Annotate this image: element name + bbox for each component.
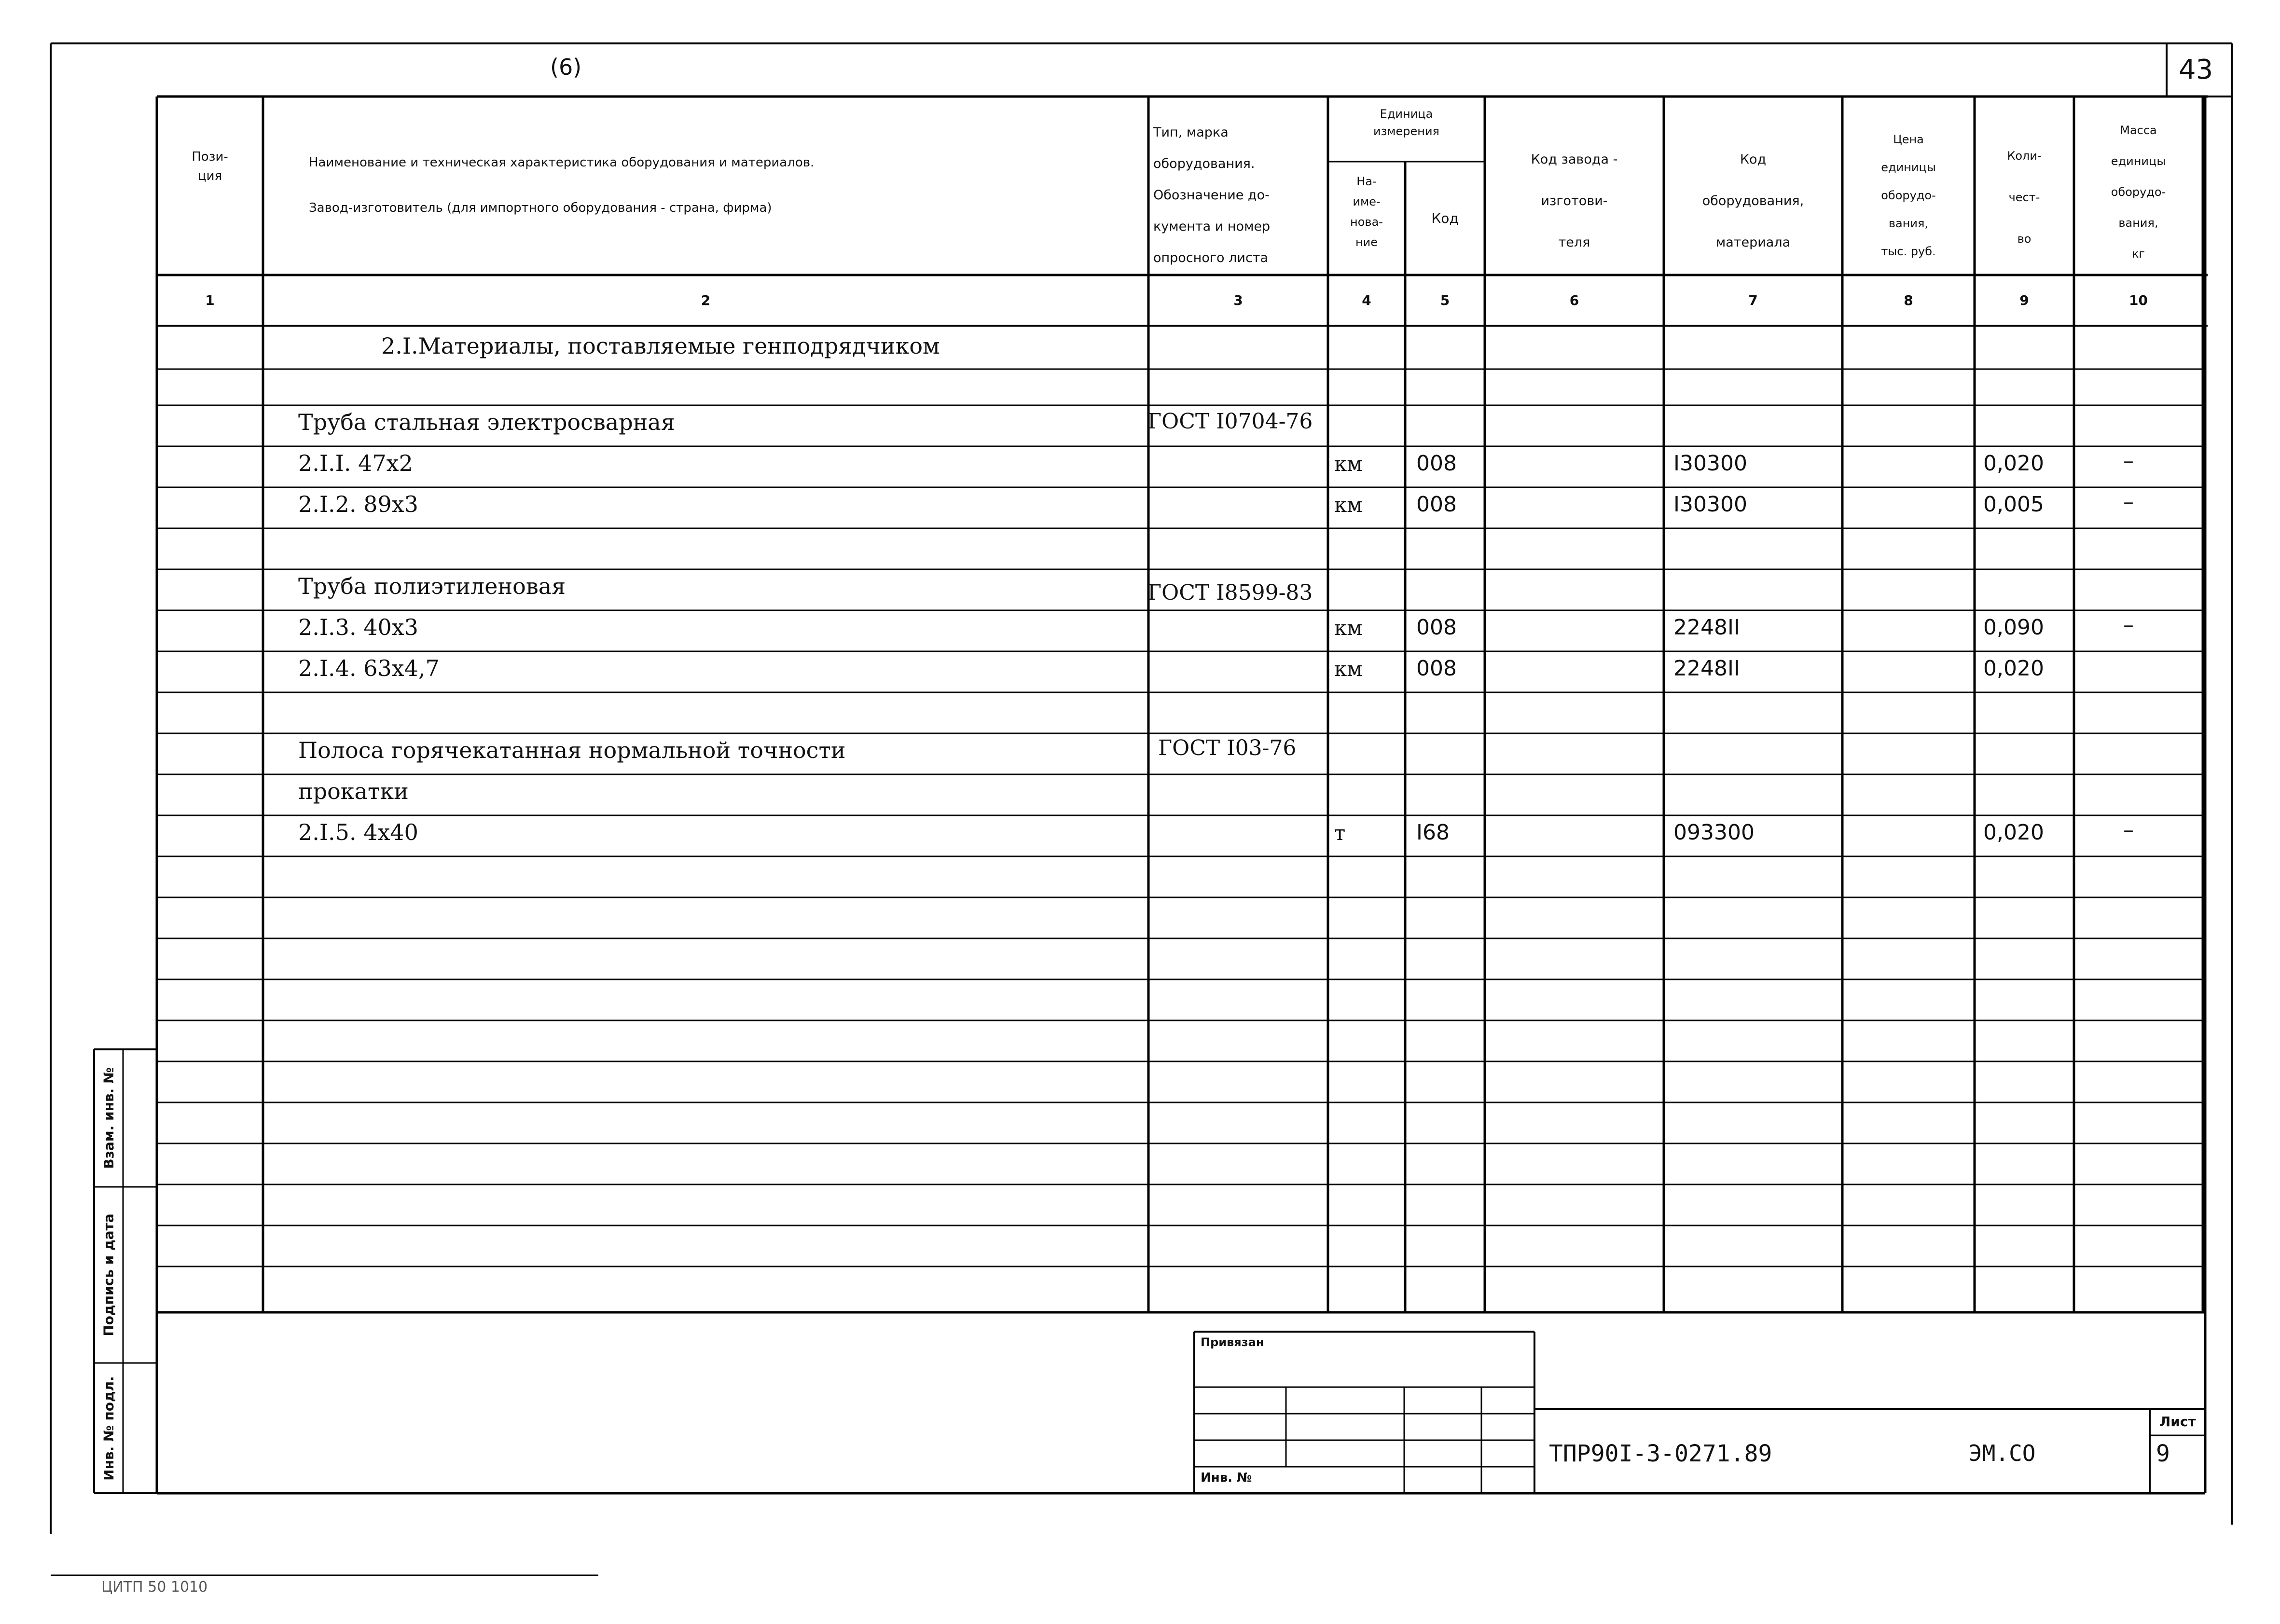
row-doc: ГОСТ I03-76 xyxy=(1158,736,1297,760)
header-type-line-2: оборудования. xyxy=(1153,156,1255,171)
header-maker-line-3: теля xyxy=(1558,235,1590,250)
header-mass-line-4: вания, xyxy=(2118,216,2158,230)
row-material-code: 2248II xyxy=(1673,615,1740,640)
row-unit: км xyxy=(1334,493,1363,517)
header-price-line-3: оборудо- xyxy=(1881,189,1936,202)
side-stamp-label: Подпись и дата xyxy=(100,1213,117,1336)
header-col-price xyxy=(1842,96,1975,275)
header-mass-line-3: оборудо- xyxy=(2111,185,2166,199)
header-material-line-3: материала xyxy=(1715,235,1791,250)
header-mass-line-5: кг xyxy=(2131,247,2145,261)
header-material-line-1: Код xyxy=(1740,152,1767,167)
header-name-line-1: Наименование и техническая характеристика оборудования и материалов. xyxy=(309,155,815,170)
header-units-line-1: Единица xyxy=(1380,107,1433,121)
row-unit-code: I68 xyxy=(1416,820,1450,845)
side-stamp-label: Взам. инв. № xyxy=(100,1067,117,1169)
row-unit: км xyxy=(1334,657,1363,681)
sheet-label: Лист xyxy=(2159,1414,2196,1430)
column-number-10: 10 xyxy=(2129,292,2148,308)
header-type-line-5: опросного листа xyxy=(1153,250,1269,265)
row-quantity: 0,020 xyxy=(1983,451,2044,476)
column-number-5: 5 xyxy=(1440,292,1450,308)
header-type-line-4: кумента и номер xyxy=(1153,219,1271,234)
header-units-line-2: измерения xyxy=(1373,124,1439,138)
row-quantity: 0,020 xyxy=(1983,820,2044,845)
header-qty-line-3: во xyxy=(2017,232,2031,246)
header-price-line-5: тыс. руб. xyxy=(1881,245,1936,258)
sheet-number: 9 xyxy=(2156,1440,2170,1467)
column-number-9: 9 xyxy=(2019,292,2029,308)
header-unit-name-line-4: ние xyxy=(1355,235,1378,249)
header-unit-name-line-1: На- xyxy=(1356,175,1377,188)
column-number-3: 3 xyxy=(1233,292,1243,308)
header-type-line-3: Обозначение до- xyxy=(1153,188,1270,203)
header-material-line-2: оборудования, xyxy=(1702,193,1804,208)
stamp-privyazan-label: Привязан xyxy=(1201,1335,1264,1349)
row-quantity: 0,090 xyxy=(1983,615,2044,640)
header-col-maker-code xyxy=(1485,96,1664,275)
row-name: 2.I.I. 47х2 xyxy=(298,450,413,476)
row-name: 2.I.3. 40х3 xyxy=(298,614,418,640)
row-unit-code: 008 xyxy=(1416,615,1457,640)
header-type-line-1: Тип, марка xyxy=(1153,125,1229,140)
row-material-code: 093300 xyxy=(1673,820,1755,845)
header-qty-line-1: Коли- xyxy=(2007,149,2042,163)
header-qty-line-2: чест- xyxy=(2008,191,2040,204)
row-mass: – xyxy=(2123,490,2134,514)
stamp-inv-label: Инв. № xyxy=(1201,1471,1252,1485)
header-col-name xyxy=(263,96,1148,275)
header-col-unit-code xyxy=(1405,162,1485,275)
side-stamp-inv-original xyxy=(94,1363,123,1493)
header-unit-name-line-2: име- xyxy=(1353,195,1381,208)
column-number-6: 6 xyxy=(1569,292,1579,308)
header-col-unit-name xyxy=(1328,162,1405,275)
header-col-mass xyxy=(2074,96,2203,275)
header-col-material-code xyxy=(1664,96,1842,275)
row-name: Труба стальная электросварная xyxy=(298,409,675,435)
row-name: Труба полиэтиленовая xyxy=(298,573,566,599)
row-unit-code: 008 xyxy=(1416,492,1457,517)
column-number-1: 1 xyxy=(205,292,215,308)
section-title: 2.I.Материалы, поставляемые генподрядчиком xyxy=(381,333,940,359)
header-unit-code-label: Код xyxy=(1431,210,1459,226)
column-number-8: 8 xyxy=(1904,292,1913,308)
sheet-top-label: (6) xyxy=(550,54,582,80)
row-doc: ГОСТ I8599-83 xyxy=(1147,580,1313,605)
header-name-line-2: Завод-изготовитель (для импортного оборудования - страна, фирма) xyxy=(309,201,772,215)
header-price-line-1: Цена xyxy=(1893,133,1924,146)
side-stamp-replacement-inv xyxy=(94,1049,123,1187)
row-material-code: I30300 xyxy=(1673,451,1747,476)
column-number-7: 7 xyxy=(1748,292,1758,308)
column-number-2: 2 xyxy=(701,292,711,308)
row-quantity: 0,020 xyxy=(1983,656,2044,681)
row-unit: км xyxy=(1334,452,1363,476)
row-mass: – xyxy=(2123,818,2134,842)
document-mark: ЭМ.СО xyxy=(1969,1440,2036,1466)
side-stamp-signature-date xyxy=(94,1187,123,1363)
header-col-position xyxy=(157,96,263,275)
side-stamp-label: Инв. № подл. xyxy=(100,1376,117,1481)
header-col-quantity xyxy=(1975,96,2074,275)
header-col-type xyxy=(1148,96,1328,275)
header-position-line-1: Пози- xyxy=(192,150,228,164)
corner-page-number: 43 xyxy=(2179,54,2213,85)
row-unit: км xyxy=(1334,616,1363,640)
header-price-line-4: вания, xyxy=(1888,217,1929,230)
row-unit-code: 008 xyxy=(1416,451,1457,476)
row-name: 2.I.2. 89х3 xyxy=(298,491,418,517)
header-price-line-2: единицы xyxy=(1881,161,1936,174)
row-unit: т xyxy=(1334,821,1346,845)
header-position-line-2: ция xyxy=(197,169,222,183)
column-number-4: 4 xyxy=(1362,292,1371,308)
row-name: прокатки xyxy=(298,778,409,804)
row-mass: – xyxy=(2123,449,2134,473)
row-quantity: 0,005 xyxy=(1983,492,2044,517)
header-mass-line-2: единицы xyxy=(2111,154,2166,168)
row-name: 2.I.5. 4х40 xyxy=(298,819,418,845)
row-material-code: 2248II xyxy=(1673,656,1740,681)
header-mass-line-1: Масса xyxy=(2120,124,2157,137)
row-unit-code: 008 xyxy=(1416,656,1457,681)
document-code: ТПР90I-3-0271.89 xyxy=(1549,1440,1772,1467)
header-maker-line-1: Код завода - xyxy=(1531,152,1618,167)
bottom-margin-text: ЦИТП 50 1010 xyxy=(101,1579,208,1596)
row-name: Полоса горячекатанная нормальной точности xyxy=(298,737,846,763)
row-material-code: I30300 xyxy=(1673,492,1747,517)
row-doc: ГОСТ I0704-76 xyxy=(1147,409,1313,434)
header-units-group xyxy=(1328,96,1485,162)
row-name: 2.I.4. 63х4,7 xyxy=(298,655,440,681)
header-maker-line-2: изготови- xyxy=(1541,193,1608,208)
header-unit-name-line-3: нова- xyxy=(1350,215,1383,229)
row-mass: – xyxy=(2123,613,2134,637)
